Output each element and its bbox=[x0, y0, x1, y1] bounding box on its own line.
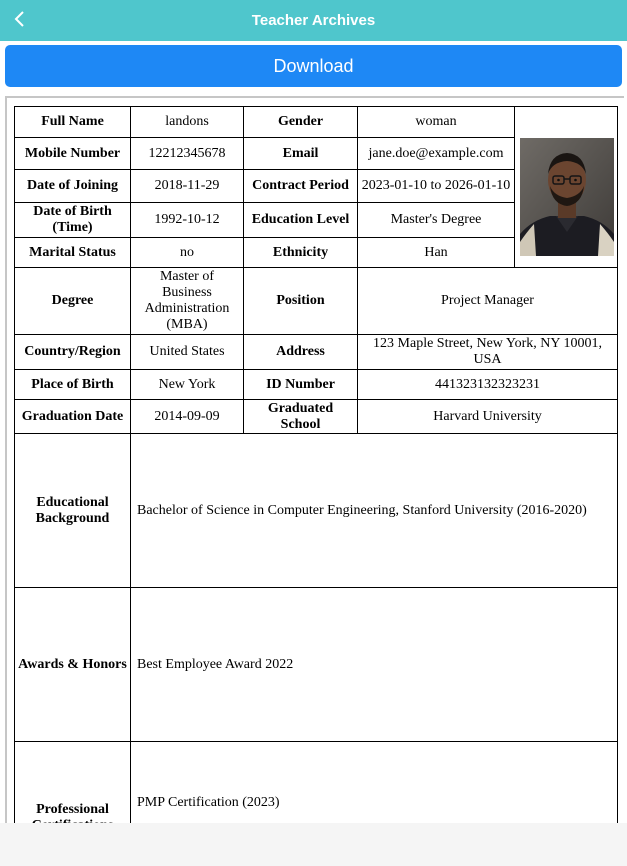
bottom-bar bbox=[0, 823, 627, 866]
download-button[interactable]: Download bbox=[5, 45, 622, 87]
email-value: jane.doe@example.com bbox=[358, 138, 515, 170]
cert-label: Professional bbox=[15, 742, 131, 837]
email-label: Email bbox=[244, 138, 358, 170]
education-value: Master's Degree bbox=[358, 203, 515, 238]
id-number-value: 441323132323231 bbox=[358, 370, 618, 400]
ethnicity-value: Han bbox=[358, 238, 515, 268]
country-label: Country/Region bbox=[15, 335, 131, 370]
birthplace-value: New York bbox=[131, 370, 244, 400]
page-title: Teacher Archives bbox=[251, 12, 376, 29]
marital-value: no bbox=[131, 238, 244, 268]
education-label: Education Level bbox=[244, 203, 358, 238]
grad-date-value: 2014-09-09 bbox=[131, 400, 244, 434]
position-label: Position bbox=[244, 268, 358, 335]
grad-school-value: Harvard University bbox=[358, 400, 618, 434]
contract-label: Contract Period bbox=[244, 170, 358, 203]
awards-value: Best Employee Award 2022 bbox=[131, 588, 618, 742]
position-value: Project Manager bbox=[358, 268, 618, 335]
full-name-value: landons bbox=[131, 107, 244, 138]
mobile-value: 12212345678 bbox=[131, 138, 244, 170]
joining-value: 2018-11-29 bbox=[131, 170, 244, 203]
mobile-label: Mobile Number bbox=[15, 138, 131, 170]
cert-value: PMP Certification (2023) bbox=[131, 742, 618, 837]
country-value: United States bbox=[131, 335, 244, 370]
profile-photo bbox=[520, 138, 614, 256]
address-value: 123 Maple Street, New York, NY 10001, USA bbox=[358, 335, 618, 370]
dob-label: Date of Birth (Time) bbox=[15, 203, 131, 238]
top-bar bbox=[0, 0, 627, 41]
dob-value: 1992-10-12 bbox=[131, 203, 244, 238]
chevron-left-icon bbox=[13, 10, 25, 28]
degree-label: Degree bbox=[15, 268, 131, 335]
back-button[interactable] bbox=[9, 9, 29, 29]
id-number-label: ID Number bbox=[244, 370, 358, 400]
grad-date-label: Graduation Date bbox=[15, 400, 131, 434]
archive-frame bbox=[5, 96, 624, 836]
full-name-label: Full Name bbox=[15, 107, 131, 138]
contract-value: 2023-01-10 to 2026-01-10 bbox=[358, 170, 515, 203]
gender-value: woman bbox=[358, 107, 515, 138]
marital-label: Marital Status bbox=[15, 238, 131, 268]
edu-bg-label: Educational Background bbox=[15, 434, 131, 588]
grad-school-label: Graduated School bbox=[244, 400, 358, 434]
gender-label: Gender bbox=[244, 107, 358, 138]
awards-label: Awards & Honors bbox=[15, 588, 131, 742]
joining-label: Date of Joining bbox=[15, 170, 131, 203]
archive-table bbox=[14, 106, 618, 836]
birthplace-label: Place of Birth bbox=[15, 370, 131, 400]
ethnicity-label: Ethnicity bbox=[244, 238, 358, 268]
address-label: Address bbox=[244, 335, 358, 370]
edu-bg-value: Bachelor of Science in Computer Engineering, Stanford University (2016-2020) bbox=[131, 434, 618, 588]
degree-value: Master of Business Administration (MBA) bbox=[131, 268, 244, 335]
photo-cell bbox=[515, 107, 618, 268]
